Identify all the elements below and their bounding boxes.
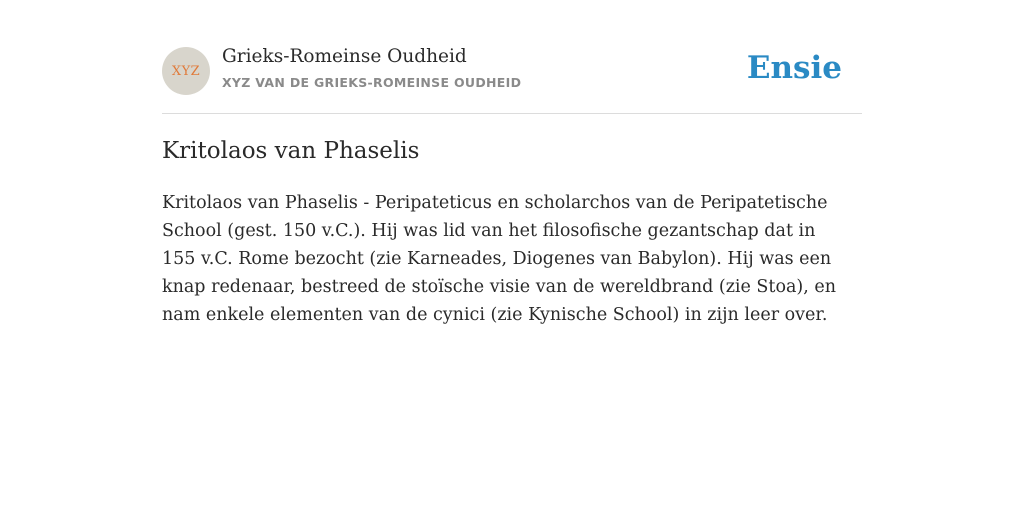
article-body: Kritolaos van Phaselis - Peripateticus en scholarchos van de Peripatetische School (gest. 150 v.C.). Hij was lid van het filosofische gezantschap dat in 155 v.C. Rome bezocht (zie Karneades, Diogenes van Babylon). Hij was een knap redenaar, bestreed de stoïsche visie van de wereldbrand (zie Stoa), en nam enkele elementen van de cynici (zie Kynische School) in zijn leer over.: [162, 193, 836, 325]
article-card: [162, 0, 862, 325]
article-title: Kritolaos van Phaselis: [162, 138, 420, 164]
brand-logo[interactable]: Ensie: [746, 50, 842, 86]
source-title[interactable]: Grieks-Romeinse Oudheid: [222, 46, 467, 67]
article-header: [162, 0, 862, 114]
source-avatar[interactable]: XYZ: [162, 47, 210, 95]
source-subtitle: XYZ VAN DE GRIEKS-ROMEINSE OUDHEID: [222, 75, 522, 90]
